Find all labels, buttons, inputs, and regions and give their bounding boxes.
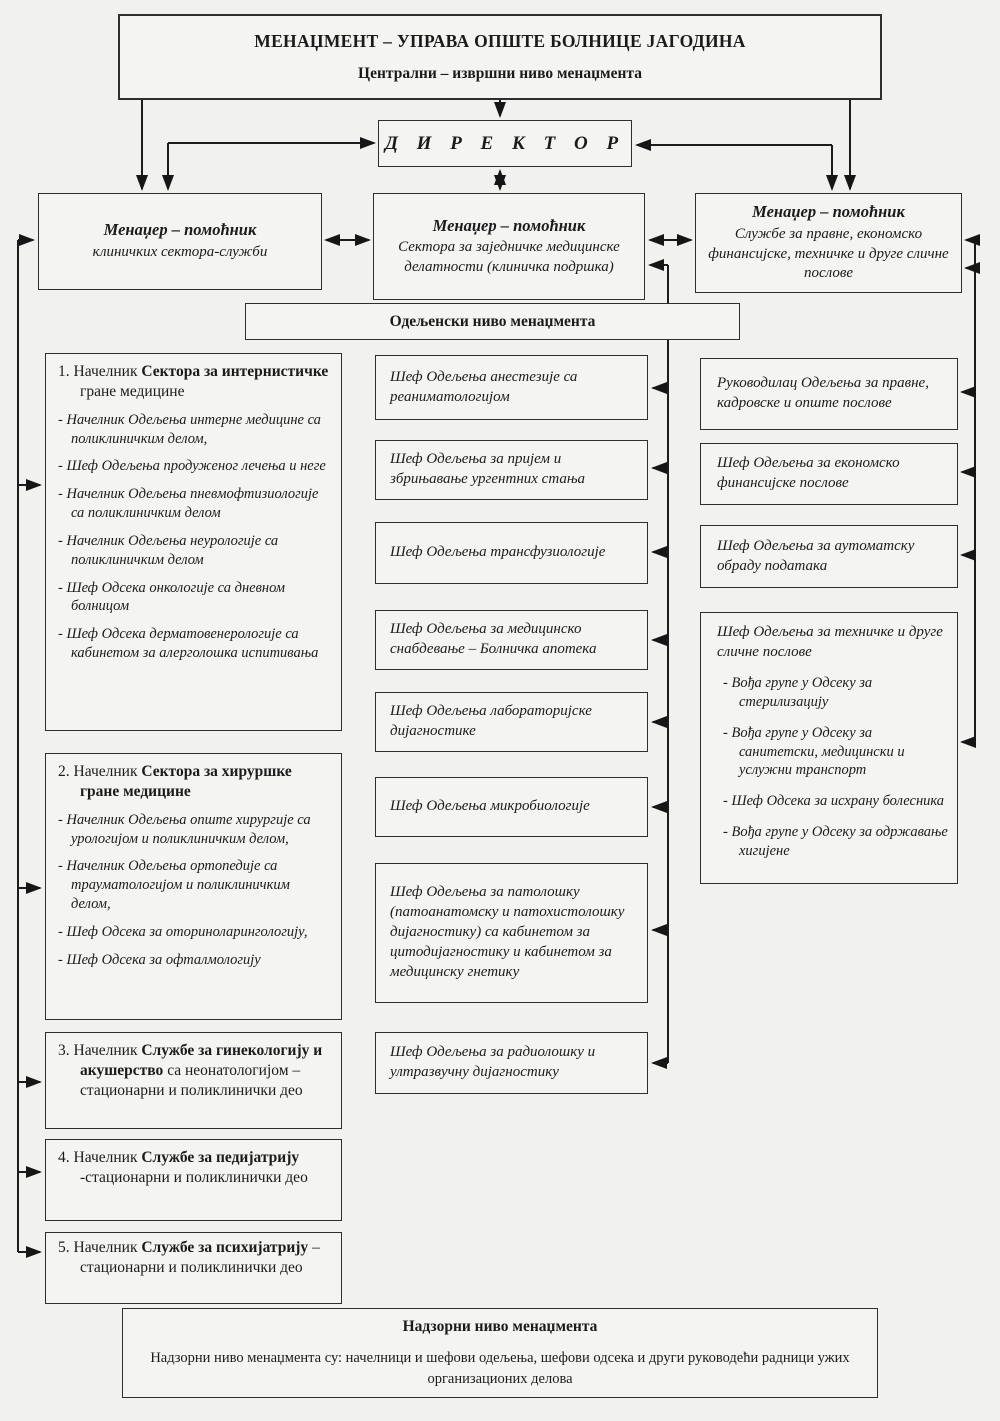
manager-subtitle: Сектора за заједничке медицинске делатности (клиничка подршка) (398, 239, 620, 275)
dept-box-radiology: Шеф Одељења за радиолошку и ултразвучну дијагностику (375, 1032, 648, 1094)
section-title: 2. Начелник Сектора за хируршке гране медицине (58, 763, 292, 800)
list-item: - Шеф Одсека за офталмологију (58, 951, 333, 970)
manager-title: Менаџер – помоћник (432, 215, 586, 235)
department-level-banner: Одељенски ниво менаџмента (245, 303, 740, 340)
supervisory-level-banner (122, 1308, 878, 1398)
dept-box-hospital-pharmacy: Шеф Одељења за медицинско снабдевање – Болничка апотека (375, 610, 648, 670)
list-item: - Шеф Одсека за оториноларингологију, (58, 923, 333, 942)
manager-subtitle: клиничких сектора-служби (92, 244, 268, 261)
list-item: - Начелник Одељења опште хирургије са урологијом и поликлиничким делом, (58, 811, 333, 849)
page-title: МЕНАЏМЕНТ – УПРАВА ОПШТЕ БОЛНИЦЕ ЈАГОДИНА (254, 31, 746, 51)
header-banner (118, 14, 882, 100)
left-section-internal-medicine (45, 353, 342, 731)
section-title: 4. Начелник Службе за педијатрију -стационарни и поликлинички део (58, 1149, 308, 1186)
dept-box-data-processing: Шеф Одељења за аутоматску обраду података (700, 525, 958, 588)
footer-title: Надзорни ниво менаџмента (402, 1318, 598, 1335)
list-item: - Вођа групе у Одсеку за санитетски, медицински и услужни транспорт (723, 724, 949, 781)
dept-box-laboratory: Шеф Одељења лабораторијске дијагностике (375, 692, 648, 752)
dept-box-anesthesia: Шеф Одељења анестезије са реаниматологијом (375, 355, 648, 420)
section-title: 5. Начелник Службе за психијатрију – стационарни и поликлинички део (58, 1239, 320, 1276)
section-title: Шеф Одељења за техничке и друге сличне послове (717, 624, 943, 660)
list-item: - Вођа групе у Одсеку за одржавање хигијене (723, 823, 949, 861)
dept-box-emergency-admission: Шеф Одељења за пријем и збрињавање ургентних стања (375, 440, 648, 500)
list-item: - Начелник Одељења ортопедије са трауматологијом и поликлиничким делом, (58, 857, 333, 914)
list-item: - Шеф Одсека онкологије са дневном болницом (58, 579, 333, 617)
section-title: 1. Начелник Сектора за интернистичке гране медицине (58, 363, 329, 400)
manager-title: Менаџер – помоћник (752, 202, 905, 222)
dept-box-pathology: Шеф Одељења за патолошку (патоанатомску и патохистолошку дијагностику) са кабинетом за цитодијагностику и кабинетом за медицинску гнетику (375, 863, 648, 1003)
left-section-surgery (45, 753, 342, 1020)
left-section-gynecology (45, 1032, 342, 1129)
dept-box-legal-hr: Руководилац Одељења за правне, кадровске и опште послове (700, 358, 958, 430)
manager-title: Менаџер – помоћник (103, 220, 257, 240)
director-box: Д И Р Е К Т О Р (378, 120, 632, 167)
list-item: - Начелник Одељења интерне медицине са поликлиничким делом, (58, 411, 333, 449)
page-subtitle: Централни – извршни ниво менаџмента (358, 65, 642, 82)
list-item: - Шеф Одсека за исхрану болесника (723, 792, 949, 811)
list-item: - Шеф Одељења продуженог лечења и неге (58, 457, 333, 476)
manager-subtitle: Службе за правне, економско финансијске, техничке и друге сличне послове (708, 226, 949, 282)
list-item: - Начелник Одељења пневмофтизиологије са поликлиничким делом (58, 485, 333, 523)
footer-text: Надзорни ниво менаџмента су: начелници и шефови одељења, шефови одсека и други руководећи радници ужих организационих делова (150, 1350, 850, 1388)
dept-box-technical-services (700, 612, 958, 884)
list-item: - Вођа групе у Одсеку за стерилизацију (723, 674, 949, 712)
dept-box-finance: Шеф Одељења за економско финансијске послове (700, 443, 958, 505)
list-item: - Шеф Одсека дерматовенерологије са кабинетом за алерголошка испитивања (58, 625, 333, 663)
left-section-psychiatry (45, 1232, 342, 1304)
manager-box-shared-medical (373, 193, 645, 300)
manager-box-clinical (38, 193, 322, 290)
section-title: 3. Начелник Службе за гинекологију и акушерство са неонатологијом – стационарни и поликлинички део (58, 1042, 323, 1099)
list-item: - Начелник Одељења неурологије са поликлиничким делом (58, 532, 333, 570)
dept-box-transfusiology: Шеф Одељења трансфузиологије (375, 522, 648, 584)
dept-box-microbiology: Шеф Одељења микробиологије (375, 777, 648, 837)
manager-box-admin (695, 193, 962, 293)
left-section-pediatrics (45, 1139, 342, 1221)
